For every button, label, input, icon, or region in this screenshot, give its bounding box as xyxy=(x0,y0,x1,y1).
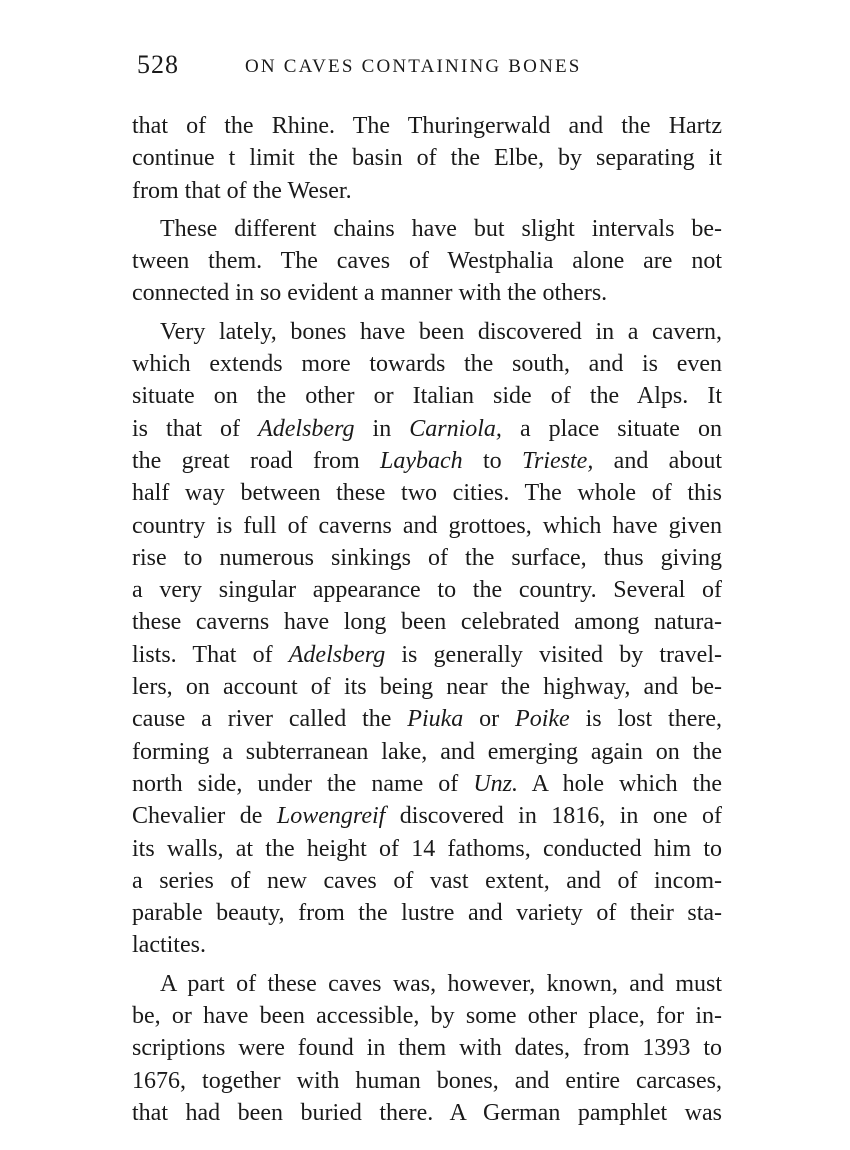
text-line xyxy=(132,510,722,542)
text-segment: the great road from xyxy=(132,447,380,474)
text-segment: A hole which the xyxy=(517,770,722,797)
text-segment: its walls, at the height of 14 fathoms, conducted him to xyxy=(132,835,722,862)
text-line xyxy=(132,968,722,1000)
text-segment: to xyxy=(462,447,522,474)
text-segment: half way between these two cities. The whole of this xyxy=(132,480,722,507)
text-segment: these caverns have long been celebrated among natura- xyxy=(132,609,722,636)
text-segment: These different chains have but slight intervals be- xyxy=(160,215,722,242)
text-segment: discovered in 1816, in one of xyxy=(385,803,722,830)
text-line xyxy=(132,768,722,800)
text-line xyxy=(132,671,722,703)
italic-text: Laybach xyxy=(379,447,463,474)
text-segment: forming a subterranean lake, and emerging again on the xyxy=(132,738,722,765)
text-segment: which extends more towards the south, and is even xyxy=(132,351,722,378)
running-head xyxy=(135,50,725,86)
text-segment: continue t limit the basin of the Elbe, by separating it xyxy=(132,145,722,172)
text-line xyxy=(132,929,722,961)
text-line xyxy=(132,245,722,277)
text-line xyxy=(132,606,722,638)
italic-text: Adelsberg xyxy=(288,641,386,668)
paragraph xyxy=(132,213,722,310)
text-segment: a place situate on xyxy=(501,415,722,442)
text-line xyxy=(132,316,722,348)
page-number: 528 xyxy=(137,50,179,79)
text-segment: scriptions were found in them with dates, from 1393 to xyxy=(132,1035,722,1062)
text-line xyxy=(132,213,722,245)
paragraph xyxy=(132,968,722,1129)
text-segment: that had been buried there. A German pamphlet was xyxy=(132,1099,722,1126)
paragraph xyxy=(132,110,722,207)
italic-text: Adelsberg xyxy=(258,415,355,442)
text-line xyxy=(132,277,722,309)
text-segment: a very singular appearance to the country. Several of xyxy=(132,577,722,604)
body-text xyxy=(132,110,722,1129)
text-segment: country is full of caverns and grottoes, which have given xyxy=(132,512,722,539)
text-line xyxy=(132,445,722,477)
text-segment: situate on the other or Italian side of the Alps. It xyxy=(132,383,722,410)
italic-text: Trieste, xyxy=(521,447,594,474)
text-line xyxy=(132,175,722,207)
text-segment: connected in so evident a manner with the others. xyxy=(132,280,608,307)
text-segment: that of the Rhine. The Thuringerwald and the Hartz xyxy=(132,113,722,139)
text-line xyxy=(132,897,722,929)
text-line xyxy=(132,380,722,412)
text-line xyxy=(132,703,722,735)
text-segment: parable beauty, from the lustre and variety of their sta- xyxy=(132,900,722,927)
text-line xyxy=(132,833,722,865)
italic-text: Carniola, xyxy=(409,415,502,442)
text-segment: is generally visited by travel- xyxy=(385,641,722,668)
text-segment: in xyxy=(354,415,410,442)
text-line xyxy=(132,1000,722,1032)
text-line xyxy=(132,542,722,574)
text-line xyxy=(132,639,722,671)
italic-text: Lowengreif xyxy=(276,803,386,830)
text-line xyxy=(132,477,722,509)
text-line xyxy=(132,1097,722,1129)
text-line xyxy=(132,348,722,380)
text-segment: from that of the Weser. xyxy=(132,177,352,204)
text-line xyxy=(132,142,722,174)
text-line xyxy=(132,1065,722,1097)
text-segment: and about xyxy=(593,447,722,474)
text-segment: rise to numerous sinkings of the surface, thus giving xyxy=(132,544,722,571)
text-line xyxy=(132,413,722,445)
text-segment: is that of xyxy=(132,415,259,442)
text-segment: lactites. xyxy=(132,932,206,959)
text-segment: a series of new caves of vast extent, and of incom- xyxy=(132,867,722,894)
text-segment: A part of these caves was, however, known, and must xyxy=(160,970,722,997)
text-segment: 1676, together with human bones, and entire carcases, xyxy=(132,1067,722,1094)
text-line xyxy=(132,800,722,832)
italic-text: Unz. xyxy=(473,770,518,797)
text-segment: or xyxy=(463,706,516,733)
running-title: ON CAVES CONTAINING BONES xyxy=(245,56,582,77)
text-segment: north side, under the name of xyxy=(132,770,474,797)
italic-text: Piuka xyxy=(407,706,464,733)
text-segment: lists. That of xyxy=(132,641,289,668)
text-segment: be, or have been accessible, by some other place, for in- xyxy=(132,1003,722,1030)
text-segment: cause a river called the xyxy=(132,706,408,733)
text-segment: lers, on account of its being near the highway, and be- xyxy=(132,674,722,701)
text-line xyxy=(132,865,722,897)
text-line xyxy=(132,736,722,768)
paragraph xyxy=(132,316,722,962)
text-line xyxy=(132,1032,722,1064)
text-segment: is lost there, xyxy=(569,706,722,733)
text-line xyxy=(132,110,722,142)
text-segment: Very lately, bones have been discovered in a cavern, xyxy=(160,318,722,345)
text-line xyxy=(132,574,722,606)
italic-text: Poike xyxy=(515,706,570,733)
text-segment: tween them. The caves of Westphalia alone are not xyxy=(132,248,722,275)
text-segment: Chevalier de xyxy=(132,803,277,830)
